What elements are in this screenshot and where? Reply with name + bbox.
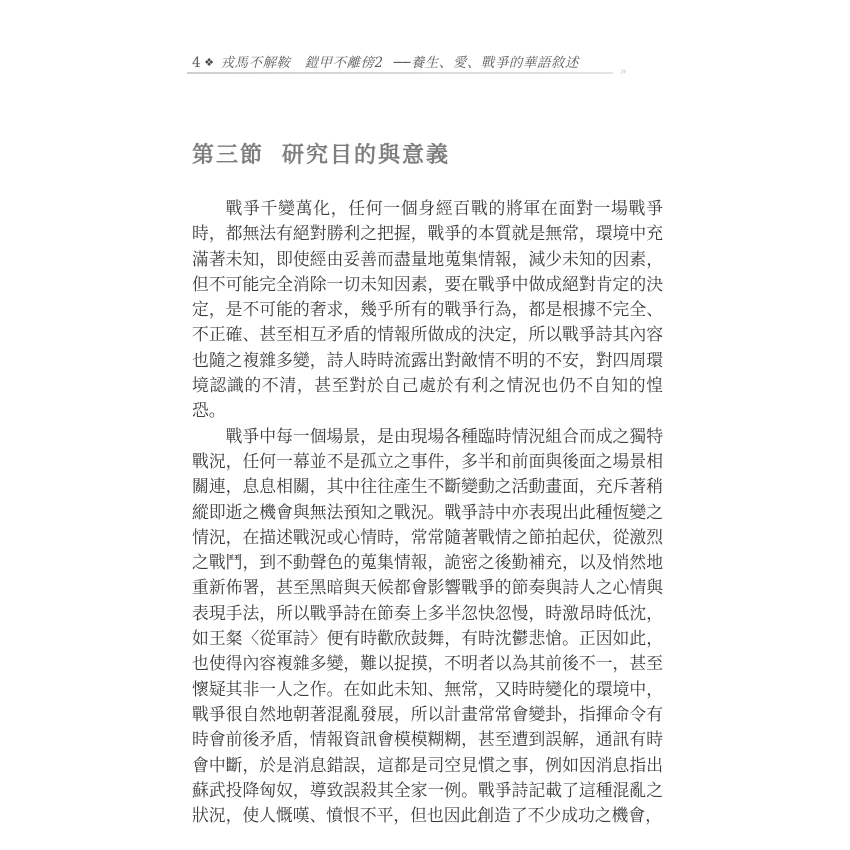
paragraph: 戰爭中每一個場景，是由現場各種臨時情況組合而成之獨特戰況，任何一幕並不是孤立之事件，多半和前面與後面之場景相關連，息息相關，其中往往產生不斷變動之活動畫面，充斥著稍縱即逝之機會與無法預知之戰況。戰爭詩中亦表現出此種恆變之情況，在描述戰況或心情時，常常隨著戰情之節拍起伏，從激烈之戰鬥，到不動聲色的蒐集情報，詭密之後勤補充，以及悄然地重新佈署，甚至黑暗與天候都會影響戰爭的節奏與詩人之心情與表現手法，所以戰爭詩在節奏上多半忽快忽慢，時激昂時低沈，如王粲〈從軍詩〉便有時歡欣鼓舞，有時沈鬱悲愴。正因如此，也使得內容複雜多變，難以捉摸，不明者以為其前後不一，甚至懷疑其非一人之作。在如此未知、無常，又時時變化的環境中，戰爭很自然地朝著混亂發展，所以計畫常常會變卦，指揮命令有時會前後矛盾，情報資訊會模模糊糊，甚至遭到誤解，通訊有時會中斷，於是消息錯誤，這都是司空見慣之事，例如因消息指出蘇武投降匈奴，導致誤殺其全家一例。戰爭詩記載了這種混亂之狀況，使人慨嘆、憤恨不平，但也因此創造了不少成功之機會， (192, 425, 663, 826)
page-number: 4 (192, 55, 202, 71)
section-title-text: 研究目的與意義 (282, 143, 451, 168)
running-subtitle: ──養生、愛、戰爭的華語敘述 (393, 55, 579, 71)
page-header (192, 51, 662, 71)
ornament-diamond-icon: ❖ (204, 56, 215, 69)
section-number: 第三節 (192, 143, 265, 168)
header-rule (187, 64, 627, 78)
paragraph: 戰爭千變萬化，任何一個身經百戰的將軍在面對一場戰爭時，都無法有絕對勝利之把握，戰爭的本質就是無常，環境中充滿著未知，即使經由妥善而盡量地蒐集情報，減少未知的因素，但不可能完全消除一切未知因素，要在戰爭中做成絕對肯定的決定，是不可能的奢求，幾乎所有的戰爭行為，都是根據不完全、不正確、甚至相互矛盾的情報所做成的決定，所以戰爭詩其內容也隨之複雜多變，詩人時時流露出對敵情不明的不安，對四周環境認識的不清，甚至對於自己處於有利之情況也仍不自知的惶恐。 (192, 198, 663, 421)
rule-end-chevron-icon: » (619, 64, 627, 78)
section-heading (192, 138, 450, 169)
running-title: 戎馬不解鞍 鎧甲不離傍2 (220, 55, 384, 71)
body-text-block (192, 196, 663, 828)
